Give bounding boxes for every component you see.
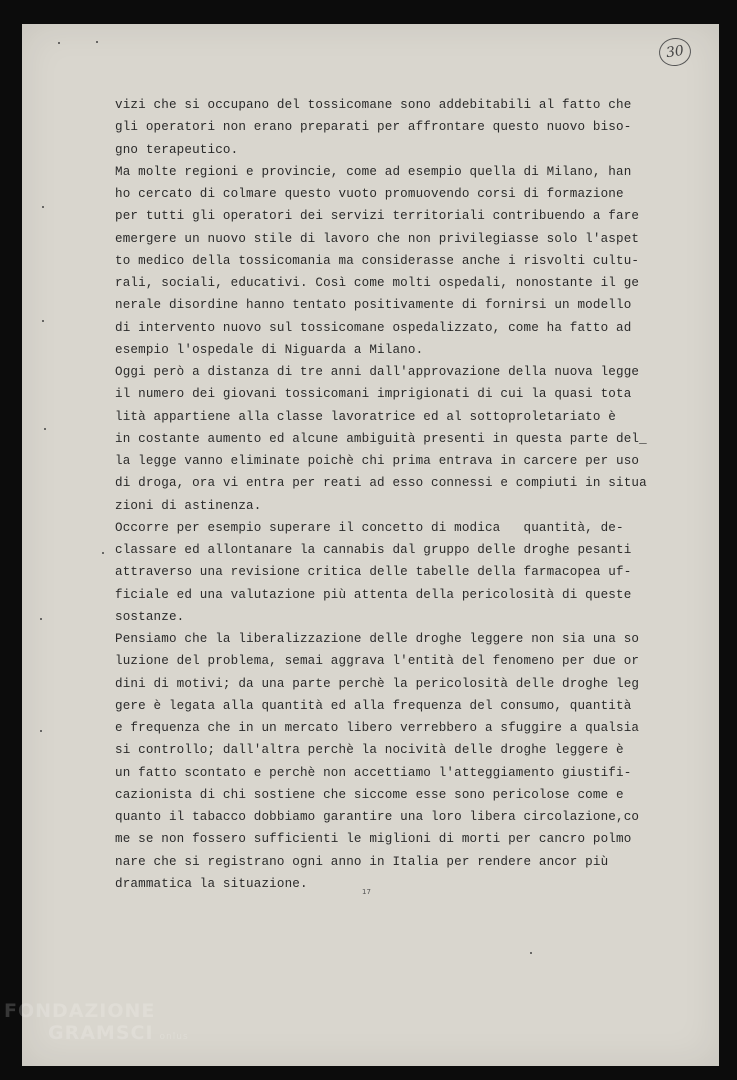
text-line: luzione del problema, semai aggrava l'entità del fenomeno per due or [115, 654, 640, 669]
text-line: ficiale ed una valutazione più attenta della pericolosità di queste [115, 587, 632, 602]
text-line: drammatica la situazione. [115, 876, 308, 891]
text-line: di intervento nuovo sul tossicomane ospedalizzato, come ha fatto ad [115, 320, 632, 335]
text-line: gli operatori non erano preparati per affrontare questo nuovo biso- [115, 120, 632, 135]
archive-watermark [4, 1000, 189, 1048]
text-line: Pensiamo che la liberalizzazione delle droghe leggere non sia una so [115, 632, 640, 646]
text-line: un fatto scontato e perchè non accettiamo l'atteggiamento giustifi- [115, 765, 632, 780]
document-page [22, 24, 719, 1066]
speck [96, 41, 98, 43]
text-line: la legge vanno eliminate poichè chi prima entrava in carcere per uso [115, 454, 640, 468]
text-line: esempio l'ospedale di Niguarda a Milano. [115, 342, 424, 357]
footnote-mark: 17 [362, 888, 371, 896]
speck [40, 730, 42, 732]
watermark-line2: GRAMSCI [48, 1022, 154, 1044]
speck [40, 618, 42, 620]
text-line: zioni di astinenza. [115, 498, 262, 513]
text-line: dini di motivi; da una parte perchè la pericolosità delle droghe leg [115, 676, 640, 691]
watermark-line1: FONDAZIONE [4, 1000, 156, 1022]
speck [530, 952, 532, 954]
text-line: to medico della tossicomania ma considerasse anche i risvolti cultu- [115, 253, 640, 268]
text-line: ho cercato di colmare questo vuoto promuovendo corsi di formazione [115, 187, 624, 201]
text-line: in costante aumento ed alcune ambiguità presenti in questa parte del_ [115, 431, 647, 446]
speck [58, 42, 60, 44]
text-line: classare ed allontanare la cannabis dal gruppo delle droghe pesanti [115, 543, 632, 557]
text-line: quanto il tabacco dobbiamo garantire una loro libera circolazione,co [115, 810, 640, 824]
text-line: gno terapeutico. [115, 142, 239, 157]
text-line: si controllo; dall'altra perchè la nocività delle droghe leggere è [115, 743, 624, 758]
page-number: 30 [657, 36, 693, 68]
text-line: lità appartiene alla classe lavoratrice ed al sottoproletariato è [115, 409, 616, 424]
text-line: Ma molte regioni e provincie, come ad esempio quella di Milano, han [115, 164, 632, 179]
text-line: il numero dei giovani tossicomani imprigionati di cui la quasi tota [115, 387, 632, 402]
typed-body-text [115, 94, 675, 895]
text-line: gere è legata alla quantità ed alla frequenza del consumo, quantità [115, 698, 632, 713]
text-line: vizi che si occupano del tossicomane sono addebitabili al fatto che [115, 98, 632, 112]
watermark-line3: onlus [159, 1032, 189, 1042]
text-line: e frequenza che in un mercato libero verrebbero a sfuggire a qualsia [115, 721, 640, 735]
text-line: emergere un nuovo stile di lavoro che non privilegiasse solo l'aspet [115, 231, 640, 246]
speck [42, 320, 44, 322]
speck [42, 206, 44, 208]
speck [44, 428, 46, 430]
text-line: Occorre per esempio superare il concetto di modica quantità, de- [115, 520, 624, 535]
text-line: cazionista di chi sostiene che siccome esse sono pericolose come e [115, 787, 624, 802]
text-line: di droga, ora vi entra per reati ad esso connessi e compiuti in situa [115, 476, 647, 491]
speck [102, 552, 104, 554]
text-line: nerale disordine hanno tentato positivamente di fornirsi un modello [115, 298, 632, 313]
text-line: me se non fossero sufficienti le miglioni di morti per cancro polmo [115, 832, 632, 847]
text-line: Oggi però a distanza di tre anni dall'approvazione della nuova legge [115, 365, 640, 379]
text-line: rali, sociali, educativi. Così come molti ospedali, nonostante il ge [115, 276, 640, 290]
text-line: attraverso una revisione critica delle tabelle della farmacopea uf- [115, 565, 632, 580]
text-line: sostanze. [115, 609, 185, 624]
text-line: per tutti gli operatori dei servizi territoriali contribuendo a fare [115, 209, 640, 224]
text-line: nare che si registrano ogni anno in Italia per rendere ancor più [115, 854, 609, 869]
